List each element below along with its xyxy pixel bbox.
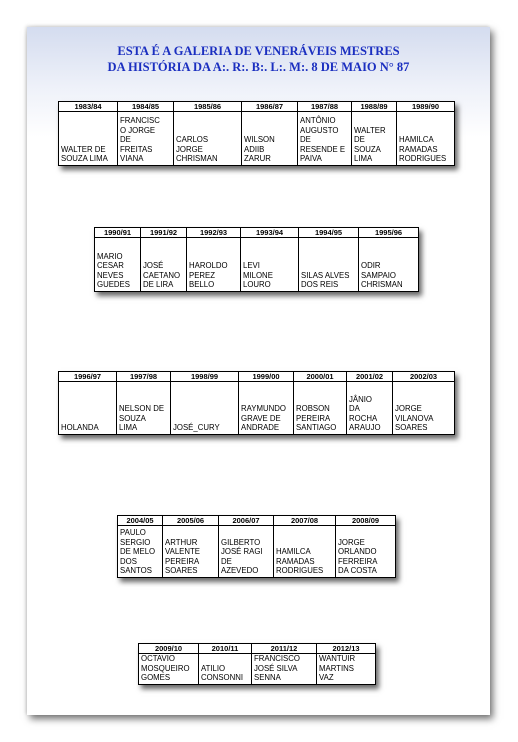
master-name-cell (397, 112, 455, 166)
master-name-cell (347, 382, 393, 435)
master-name: MARIO CESAR NEVES GUEDES (97, 251, 130, 290)
master-name: WALTER DE SOUZA LIMA (354, 125, 386, 164)
master-name-cell (352, 112, 397, 166)
master-name-cell (118, 526, 163, 578)
master-name: HOLANDA (61, 423, 99, 433)
term-year: 1996/97 (59, 372, 117, 382)
master-name-cell (59, 382, 117, 435)
master-name-cell (359, 238, 419, 292)
master-name-cell (298, 112, 352, 166)
master-name-cell (239, 382, 294, 435)
term-year: 1989/90 (397, 102, 455, 112)
master-name: OCTAVIO MOSQUEIRO GOMES (141, 654, 190, 683)
master-name: LEVI MILONE LOURO (243, 261, 273, 290)
master-name-cell (317, 654, 376, 685)
master-name-cell (199, 654, 252, 685)
master-name-cell (274, 526, 336, 578)
master-name: JÂNIO DA ROCHA ARAUJO (349, 394, 381, 433)
term-year: 2000/01 (294, 372, 347, 382)
master-name: CARLOS JORGE CHRISMAN (176, 135, 218, 164)
terms-name-row (59, 382, 455, 435)
term-year: 1995/96 (359, 228, 419, 238)
term-year: 2008/09 (336, 516, 396, 526)
master-name-cell (393, 382, 455, 435)
master-name: RAYMUNDO GRAVE DE ANDRADE (241, 404, 286, 433)
terms-header-row (59, 372, 455, 382)
master-name: WANTUIR MARTINS VAZ (319, 654, 356, 683)
master-name: ARTHUR VALENTE PEREIRA SOARES (165, 537, 200, 576)
term-year: 1983/84 (59, 102, 118, 112)
master-name: SILAS ALVES DOS REIS (301, 270, 350, 290)
master-name-cell (163, 526, 219, 578)
term-year: 1994/95 (299, 228, 359, 238)
master-name: JOSÉ CAETANO DE LIRA (143, 261, 181, 290)
master-name-cell (242, 112, 298, 166)
master-name: PAULO SERGIO DE MELO DOS SANTOS (120, 528, 156, 576)
master-name-cell (59, 112, 118, 166)
master-name: JOSÉ_CURY (173, 423, 220, 433)
terms-header-row (59, 102, 455, 112)
term-year: 2009/10 (139, 644, 199, 654)
master-name: WILSON ADIIB ZARUR (244, 135, 275, 164)
master-name-cell (241, 238, 299, 292)
master-name: FRANCISC O JORGE DE FREITAS VIANA (120, 116, 160, 164)
term-year: 1987/88 (298, 102, 352, 112)
terms-table-1 (58, 101, 455, 166)
master-name: NELSON DE SOUZA LIMA (119, 404, 165, 433)
master-name: ANTÔNIO AUGUSTO DE RESENDE E PAIVA (300, 116, 346, 164)
terms-table-5 (138, 643, 376, 685)
terms-table-3 (58, 371, 455, 435)
master-name-cell (171, 382, 239, 435)
term-year: 2006/07 (219, 516, 274, 526)
master-name-cell (299, 238, 359, 292)
master-name: WALTER DE SOUZA LIMA (61, 144, 108, 164)
term-year: 1990/91 (95, 228, 141, 238)
master-name-cell (139, 654, 199, 685)
terms-header-row (95, 228, 419, 238)
master-name-cell (187, 238, 241, 292)
master-name-cell (174, 112, 242, 166)
master-name: HAMILCA RAMADAS RODRIGUES (399, 135, 447, 164)
master-name-cell (118, 112, 174, 166)
master-name-cell (219, 526, 274, 578)
page-title (27, 43, 490, 75)
master-name: GILBERTO JOSÉ RAGI DE AZEVEDO (221, 537, 263, 576)
master-name: HAROLDO PEREZ BELLO (189, 261, 228, 290)
master-name-cell (95, 238, 141, 292)
term-year: 2002/03 (393, 372, 455, 382)
master-name-cell (294, 382, 347, 435)
master-name-cell (336, 526, 396, 578)
master-name: HAMILCA RAMADAS RODRIGUES (276, 547, 324, 576)
term-year: 2004/05 (118, 516, 163, 526)
term-year: 1988/89 (352, 102, 397, 112)
master-name: JORGE ORLANDO FERREIRA DA COSTA (338, 537, 378, 576)
term-year: 1991/92 (141, 228, 187, 238)
master-name-cell (252, 654, 317, 685)
terms-name-row (59, 112, 455, 166)
term-year: 1997/98 (117, 372, 171, 382)
terms-table-2 (94, 227, 419, 292)
term-year: 2005/06 (163, 516, 219, 526)
master-name: ROBSON PEREIRA SANTIAGO (296, 404, 337, 433)
master-name: JORGE VILANOVA SOARES (395, 404, 434, 433)
terms-name-row (118, 526, 396, 578)
term-year: 2007/08 (274, 516, 336, 526)
term-year: 2010/11 (199, 644, 252, 654)
master-name: ODIR SAMPAIO CHRISMAN (361, 261, 403, 290)
term-year: 2012/13 (317, 644, 376, 654)
master-name-cell (117, 382, 171, 435)
title-line-1: ESTA É A GALERIA DE VENERÁVEIS MESTRES (117, 44, 400, 58)
term-year: 1999/00 (239, 372, 294, 382)
master-name: FRANCISCO JOSÉ SILVA SENNA (254, 654, 300, 683)
title-line-2: DA HISTÓRIA DA A:. R:. B:. L:. M:. 8 DE MAIO N° 87 (107, 60, 410, 74)
term-year: 1992/93 (187, 228, 241, 238)
term-year: 1993/94 (241, 228, 299, 238)
term-year: 1984/85 (118, 102, 174, 112)
terms-header-row (118, 516, 396, 526)
term-year: 1986/87 (242, 102, 298, 112)
term-year: 1998/99 (171, 372, 239, 382)
master-name: ATILIO CONSONNI (201, 663, 244, 683)
terms-name-row (95, 238, 419, 292)
term-year: 2001/02 (347, 372, 393, 382)
master-name-cell (141, 238, 187, 292)
term-year: 2011/12 (252, 644, 317, 654)
terms-name-row (139, 654, 376, 685)
terms-table-4 (117, 515, 396, 578)
term-year: 1985/86 (174, 102, 242, 112)
terms-header-row (139, 644, 376, 654)
